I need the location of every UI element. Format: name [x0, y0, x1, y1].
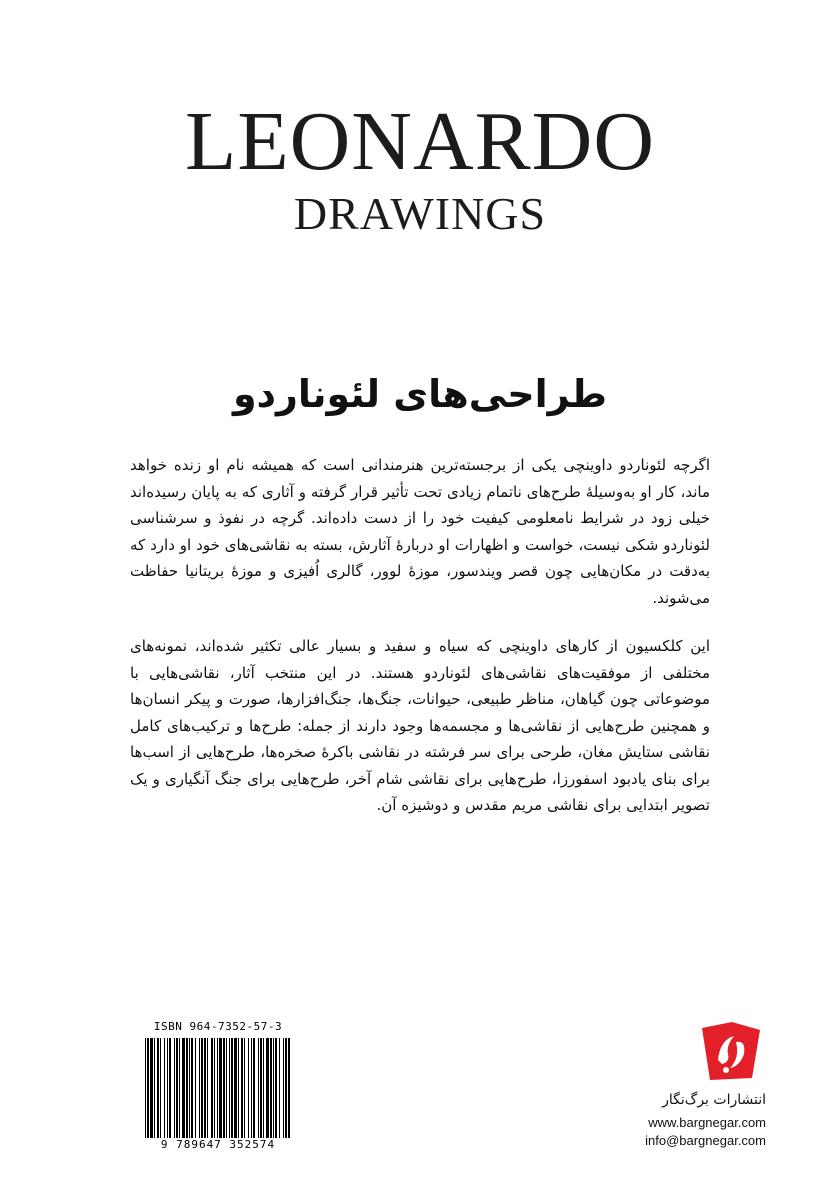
isbn-label: ISBN 964-7352-57-3: [153, 1020, 283, 1033]
publisher-logo-icon: [700, 1020, 762, 1082]
barcode-bars: [143, 1038, 293, 1138]
isbn-barcode: [143, 1020, 293, 1150]
book-title-english: LEONARDO: [185, 95, 655, 188]
description-paragraph-1: اگرچه لئوناردو داوینچی یکی از برجسته‌ترین هنرمندانی است که همیشه نام او زنده خواهد ماند، کار او به‌وسیلهٔ طرح‌های ناتمام زیادی تحت تأثیر قرار گرفته و آثاری که به پایان رسیده‌اند خیلی زود در شرایط نامعلومی کیفیت خود را از دست داده‌اند. گرچه در نفوذ و سرشناسی لئوناردو شکی نیست، خواست و اظهارات او دربارهٔ آثارش، بسته به نقاشی‌های خود او دارد که به‌دقت در مکان‌هایی چون قصر ویندسور، موزهٔ لوور، گالری اُفیزی و موزهٔ بریتانیا حفاظت می‌شوند.: [130, 456, 710, 607]
description-paragraph-2: این کلکسیون از کارهای داوینچی که سیاه و سفید و بسیار عالی تکثیر شده‌اند، نمونه‌های مختلفی از موفقیت‌های نقاشی‌های لئوناردو هستند. در این منتخب آثار، نقاشی‌هایی با موضوعاتی چون گیاهان، مناظر طبیعی، حیوانات، جنگ‌ها، جنگ‌افزارها، صورت و پیکر انسان‌ها و همچنین طرح‌هایی از نقاشی‌ها و مجسمه‌ها وجود دارند از جمله: طرح‌ها و ترکیب‌های کامل نقاشی ستایش مغان، طرحی برای سر فرشته در نقاشی باکرهٔ صخره‌ها، طرح‌هایی از اسب‌ها برای بنای یادبود اسفورزا، طرح‌هایی برای نقاشی شام آخر، طرح‌هایی برای جنگ آنگیاری و یک تصویر ابتدایی برای نقاشی مریم مقدس و دوشیزه آن.: [130, 637, 710, 814]
publisher-name: انتشارات برگ‌نگار: [662, 1092, 766, 1108]
book-title-persian: طراحی‌های لئوناردو: [232, 372, 608, 416]
book-subtitle-english: DRAWINGS: [293, 188, 547, 239]
barcode-digits: 9 789647 352574: [160, 1138, 276, 1151]
description-text: [130, 452, 710, 819]
publisher-website: www.bargnegar.com: [648, 1115, 766, 1130]
publisher-email: info@bargnegar.com: [645, 1133, 766, 1148]
